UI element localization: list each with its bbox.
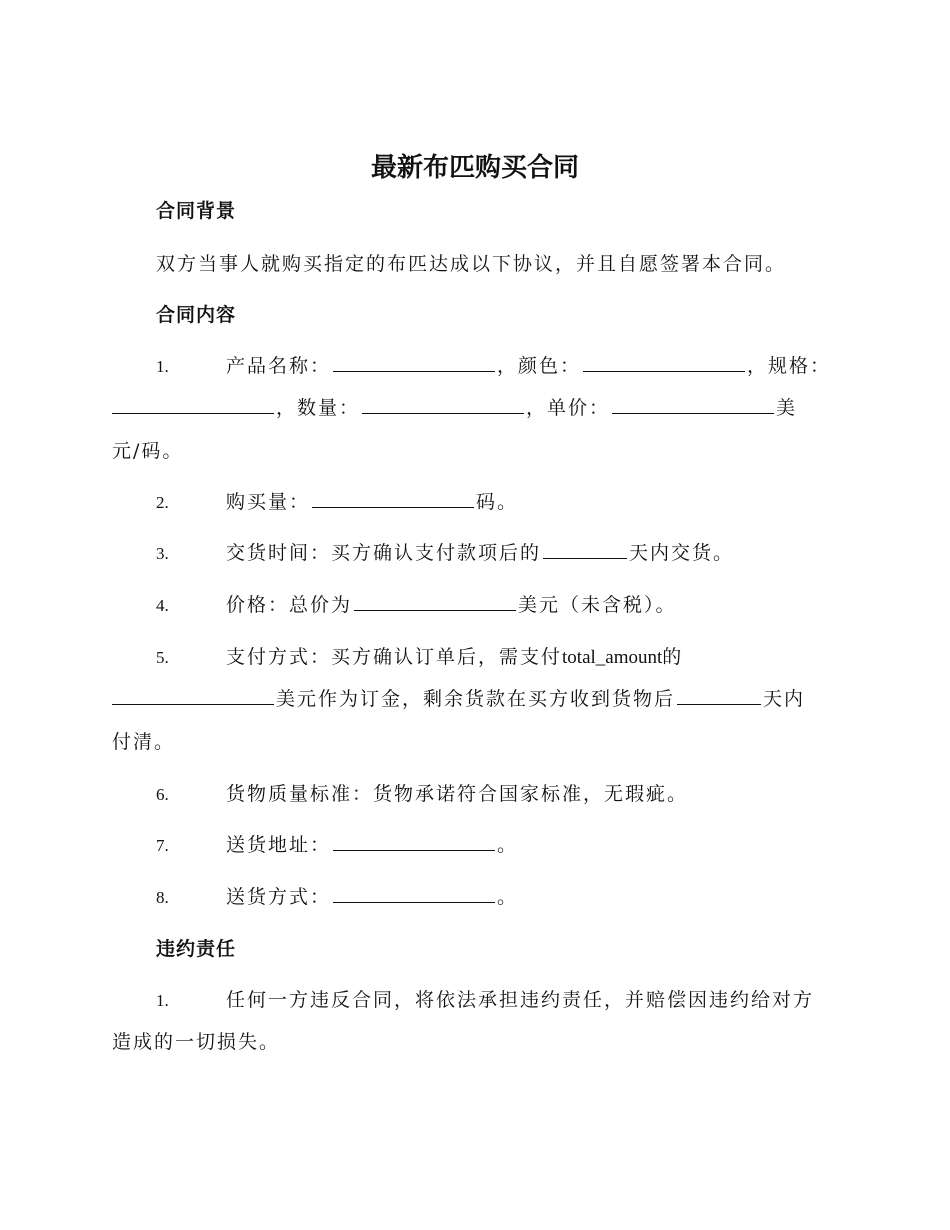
price-tail: 美元（未含税）。 [518, 594, 677, 616]
item-number: 1. [156, 991, 169, 1010]
unit-price-blank[interactable] [612, 393, 774, 414]
item-1-line-1 [226, 351, 831, 381]
product-name-blank[interactable] [333, 351, 495, 372]
delivery-method-blank[interactable] [333, 882, 495, 903]
price-label: 价格：总价为 [226, 594, 353, 616]
delivery-method-label: 送货方式： [226, 886, 332, 908]
section-heading-breach: 违约责任 [156, 938, 237, 960]
product-name-label: 产品名称： [226, 355, 332, 377]
delivery-address-label: 送货地址： [226, 834, 332, 856]
section-heading-content: 合同内容 [156, 304, 237, 326]
delivery-time-label: 交货时间：买方确认支付款项后的 [226, 542, 542, 564]
item-2-line [226, 487, 518, 517]
delivery-days-blank[interactable] [543, 538, 627, 559]
delivery-time-tail: 天内交货。 [629, 542, 735, 564]
item-6-line: 货物质量标准：货物承诺符合国家标准，无瑕疵。 [226, 783, 689, 805]
item-8-line [226, 882, 518, 912]
spec-blank[interactable] [112, 393, 274, 414]
item-5-line-1 [226, 642, 683, 673]
item-number: 1. [156, 357, 169, 376]
item-number: 2. [156, 493, 169, 512]
purchase-quantity-label: 购买量： [226, 491, 311, 513]
item-3-line [226, 538, 734, 568]
unit-price-label: ，单价： [526, 397, 611, 419]
item-1-line-3: 元/码。 [112, 440, 184, 462]
purchase-quantity-unit: 码。 [476, 491, 519, 513]
color-label: ，颜色： [497, 355, 582, 377]
total-amount-variable: total_amount [562, 647, 663, 668]
delivery-address-blank[interactable] [333, 830, 495, 851]
section-heading-background: 合同背景 [156, 200, 237, 222]
quantity-blank[interactable] [362, 393, 524, 414]
item-number: 7. [156, 836, 169, 855]
purchase-quantity-blank[interactable] [312, 487, 474, 508]
item-number: 5. [156, 648, 169, 667]
item-5-line-3: 付清。 [112, 731, 176, 753]
background-text: 双方当事人就购买指定的布匹达成以下协议，并且自愿签署本合同。 [156, 253, 787, 275]
payment-after-variable: 的 [662, 646, 684, 668]
unit-tail-a: 美 [776, 397, 798, 419]
delivery-address-tail: 。 [497, 834, 519, 856]
document-title: 最新布匹购买合同 [370, 153, 579, 183]
item-4-line [226, 590, 677, 620]
payment-label: 支付方式：买方确认订单后，需支付 [226, 646, 563, 668]
breach-line-1: 任何一方违反合同，将依法承担违约责任，并赔偿因违约给对方 [226, 989, 815, 1011]
item-number: 8. [156, 888, 169, 907]
quantity-label: ，数量： [276, 397, 361, 419]
item-number: 4. [156, 596, 169, 615]
balance-days-blank[interactable] [677, 684, 761, 705]
deposit-blank[interactable] [112, 684, 274, 705]
item-1-line-2 [112, 393, 797, 423]
payment-tail-a: 天内 [763, 688, 806, 710]
item-7-line [226, 830, 518, 860]
total-price-blank[interactable] [354, 590, 516, 611]
item-number: 6. [156, 785, 169, 804]
item-number: 3. [156, 544, 169, 563]
breach-line-2: 造成的一切损失。 [112, 1031, 281, 1053]
item-5-line-2 [112, 684, 805, 714]
spec-label: ，规格： [747, 355, 832, 377]
payment-mid: 美元作为订金，剩余货款在买方收到货物后 [276, 688, 676, 710]
delivery-method-tail: 。 [497, 886, 519, 908]
color-blank[interactable] [583, 351, 745, 372]
